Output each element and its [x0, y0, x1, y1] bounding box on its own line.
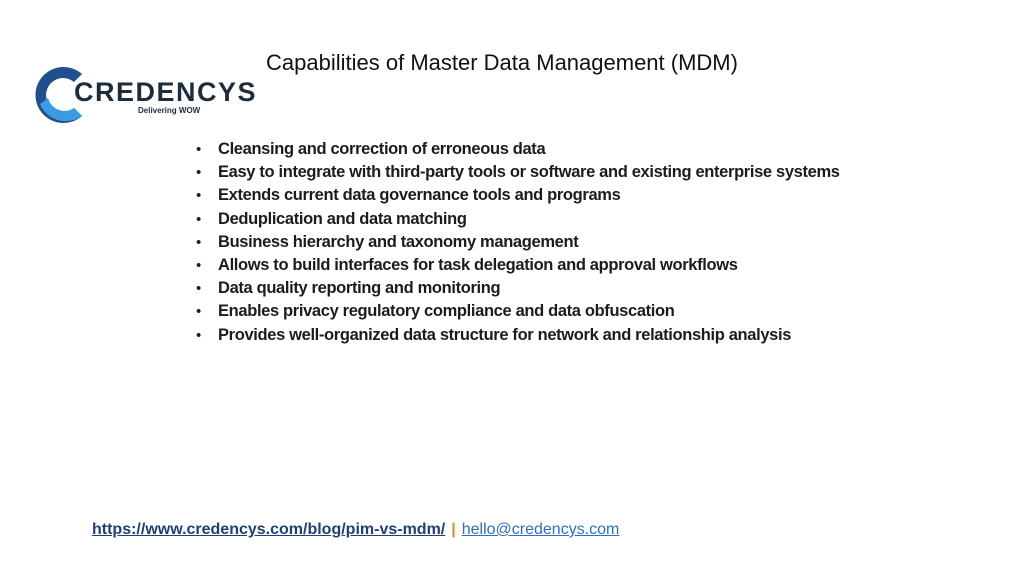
bullet-marker: • — [196, 210, 201, 228]
capabilities-list — [196, 138, 840, 347]
bullet-marker: • — [196, 303, 201, 321]
bullet-marker: • — [196, 187, 201, 205]
footer-separator: | — [451, 521, 456, 538]
bullet-marker: • — [196, 233, 201, 251]
logo-wordmark: CREDENCYS — [74, 77, 258, 107]
list-item — [196, 161, 840, 184]
list-item-text: Deduplication and data matching — [218, 209, 467, 228]
list-item-text: Business hierarchy and taxonomy management — [218, 232, 579, 251]
list-item — [196, 277, 840, 300]
list-item — [196, 184, 840, 207]
list-item-text: Enables privacy regulatory compliance and data obfuscation — [218, 302, 675, 321]
bullet-marker: • — [196, 280, 201, 298]
list-item — [196, 300, 840, 323]
list-item — [196, 231, 840, 254]
list-item — [196, 324, 840, 347]
list-item — [196, 254, 840, 277]
slide-title: Capabilities of Master Data Management (MDM) — [266, 50, 738, 75]
email-link[interactable]: hello@credencys.com — [461, 521, 620, 538]
bullet-marker: • — [196, 164, 201, 182]
list-item-text: Allows to build interfaces for task delegation and approval workflows — [218, 255, 738, 274]
list-item-text: Extends current data governance tools and programs — [218, 186, 621, 205]
credencys-logo — [30, 64, 258, 126]
list-item — [196, 138, 840, 161]
logo-tagline: Delivering WOW — [138, 106, 201, 115]
bullet-marker: • — [196, 256, 201, 274]
list-item-text: Easy to integrate with third-party tools or software and existing enterprise systems — [218, 163, 840, 182]
list-item — [196, 208, 840, 231]
blog-link[interactable]: https://www.credencys.com/blog/pim-vs-mdm/ — [92, 521, 446, 538]
list-item-text: Provides well-organized data structure for network and relationship analysis — [218, 325, 792, 344]
footer-links — [92, 521, 619, 539]
list-item-text: Cleansing and correction of erroneous data — [218, 140, 546, 158]
list-item-text: Data quality reporting and monitoring — [218, 279, 501, 298]
bullet-marker: • — [196, 141, 201, 158]
bullet-marker: • — [196, 326, 201, 344]
